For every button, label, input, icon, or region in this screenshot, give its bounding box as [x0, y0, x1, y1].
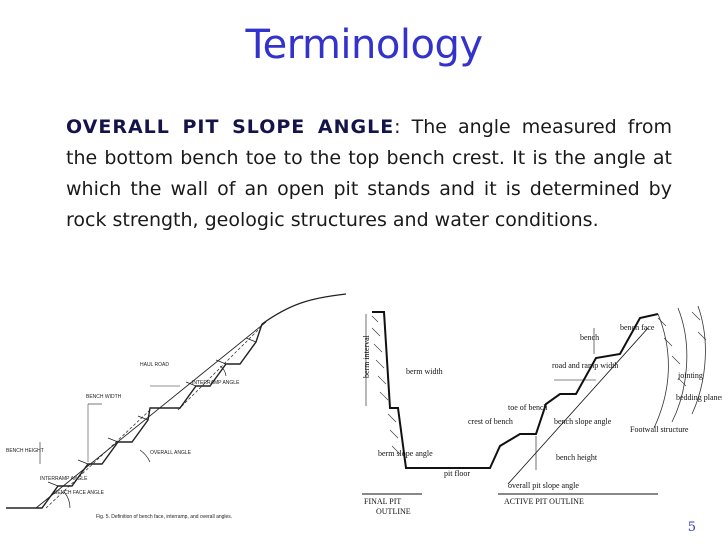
label-road-ramp-width: road and ramp width — [552, 361, 619, 370]
term-name: OVERALL PIT SLOPE ANGLE — [66, 116, 395, 138]
label-berm-slope-angle: berm slope angle — [378, 449, 433, 458]
label-bench: bench — [580, 333, 600, 342]
figure-bench-angles — [0, 286, 346, 524]
term-definition: : The angle measured from the bottom bench toe to the top bench crest. It is the angle at which the wall of an open pit stands and it is determined by rock strength, geologic structures and water conditions. — [66, 116, 672, 231]
label-interramp-angle: INTERRAMP ANGLE — [192, 380, 240, 386]
slide-number: 5 — [687, 520, 696, 535]
label-crest-of-bench: crest of bench — [468, 417, 513, 426]
slide-title: Terminology — [245, 22, 483, 68]
label-bench-height: BENCH HEIGHT — [6, 448, 44, 454]
label-haul-road: HAUL ROAD — [140, 362, 169, 368]
definition-paragraph — [66, 112, 672, 236]
label-toe-of-bench: toe of bench — [508, 403, 548, 412]
label-bench-slope-angle: bench slope angle — [554, 417, 612, 426]
figure-caption: Fig. 5. Definition of bench face, interramp, and overall angles. — [96, 514, 233, 520]
label-outline: OUTLINE — [376, 507, 411, 516]
label-footwall-structure: Footwall structure — [630, 425, 689, 434]
label-berm-interval: berm interval — [362, 335, 371, 378]
label-bench-width: BENCH WIDTH — [86, 394, 122, 400]
label-berm-width: berm width — [406, 367, 443, 376]
label-jointing: jointing — [678, 371, 703, 380]
label-bedding-planes: bedding planes — [676, 393, 722, 402]
label-active-pit-outline: ACTIVE PIT OUTLINE — [504, 497, 584, 506]
label-overall-angle: OVERALL ANGLE — [150, 450, 191, 456]
figure-pit-cross-section — [358, 298, 722, 524]
label-bench-face-angle: BENCH FACE ANGLE — [54, 490, 105, 496]
label-bench-height: bench height — [556, 453, 598, 462]
label-final-pit: FINAL PIT — [364, 497, 402, 506]
label-bench-face: bench face — [620, 323, 655, 332]
label-overall-pit-slope-angle: overall pit slope angle — [508, 481, 579, 490]
label-pit-floor: pit floor — [444, 469, 470, 478]
label-interramp-angle-lower: INTERRAMP ANGLE — [40, 476, 88, 482]
